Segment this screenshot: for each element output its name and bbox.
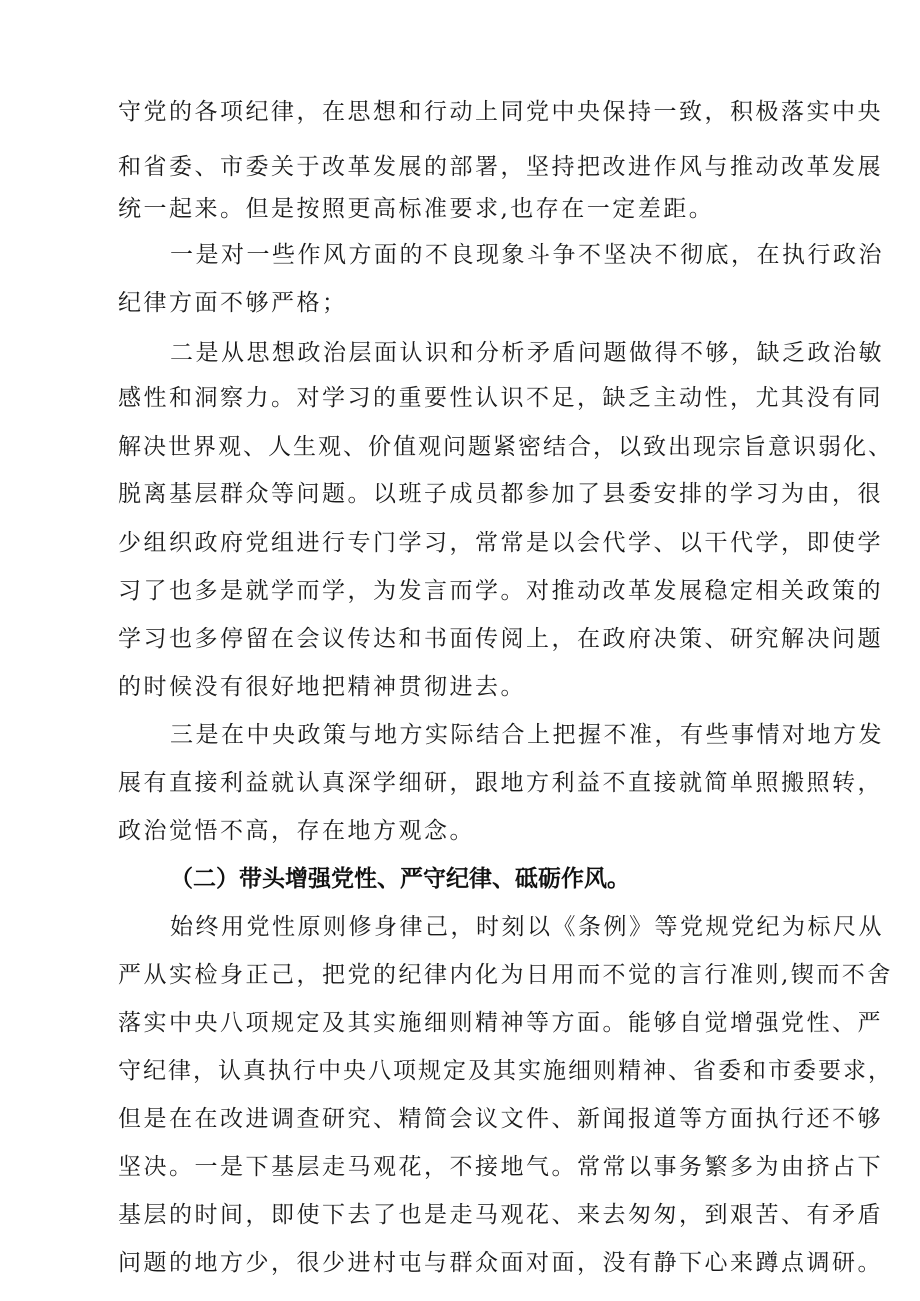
text-line: 脱离基层群众等问题。以班子成员都参加了县委安排的学习为由，很 (118, 481, 883, 507)
text-line: 严从实检身正己，把党的纪律内化为日用而不觉的言行准则,锲而不舍 (118, 962, 893, 988)
text-line: 问题的地方少，很少进村屯与群众面对面，没有静下心来蹲点调研。 (118, 1250, 883, 1276)
text-line: 感性和洞察力。对学习的重要性认识不足，缺乏主动性，尤其没有同 (118, 385, 883, 411)
text-line: 政治觉悟不高，存在地方观念。 (118, 818, 475, 844)
text-line: 始终用党性原则修身律己，时刻以《条例》等党规党纪为标尺从 (170, 914, 884, 940)
section-heading: （二）带头增强党性、严守纪律、砥砺作风。 (170, 866, 630, 892)
text-line: 纪律方面不够严格； (118, 290, 348, 316)
text-line: 解决世界观、人生观、价值观问题紧密结合，以致出现宗旨意识弱化、 (118, 434, 893, 460)
text-line: 学习也多停留在会议传达和书面传阅上，在政府决策、研究解决问题 (118, 626, 883, 652)
text-line: 二是从思想政治层面认识和分析矛盾问题做得不够，缺乏政治敏 (170, 340, 884, 366)
text-line: 少组织政府党组进行专门学习，常常是以会代学、以干代学，即使学 (118, 530, 883, 556)
text-line: 但是在在改进调查研究、精简会议文件、新闻报道等方面执行还不够 (118, 1106, 883, 1132)
text-line: 守纪律，认真执行中央八项规定及其实施细则精神、省委和市委要求， (118, 1058, 893, 1084)
text-line: 落实中央八项规定及其实施细则精神等方面。能够自觉增强党性、严 (118, 1010, 883, 1036)
text-line: 习了也多是就学而学，为发言而学。对推动改革发展稳定相关政策的 (118, 578, 883, 604)
text-line: 坚决。一是下基层走马观花，不接地气。常常以事务繁多为由挤占下 (118, 1154, 883, 1180)
text-line: 三是在中央政策与地方实际结合上把握不准，有些事情对地方发 (170, 722, 884, 748)
text-line: 统一起来。但是按照更高标准要求,也存在一定差距。 (118, 196, 715, 222)
text-line: 守党的各项纪律，在思想和行动上同党中央保持一致，积极落实中央 (118, 99, 883, 125)
text-line: 展有直接利益就认真深学细研，跟地方利益不直接就简单照搬照转， (118, 770, 883, 796)
text-line: 一是对一些作风方面的不良现象斗争不坚决不彻底，在执行政治 (170, 242, 884, 268)
text-line: 和省委、市委关于改革发展的部署，坚持把改进作风与推动改革发展 (118, 154, 883, 180)
text-line: 的时候没有很好地把精神贯彻进去。 (118, 674, 526, 700)
text-line: 基层的时间，即使下去了也是走马观花、来去匆匆，到艰苦、有矛盾 (118, 1202, 883, 1228)
